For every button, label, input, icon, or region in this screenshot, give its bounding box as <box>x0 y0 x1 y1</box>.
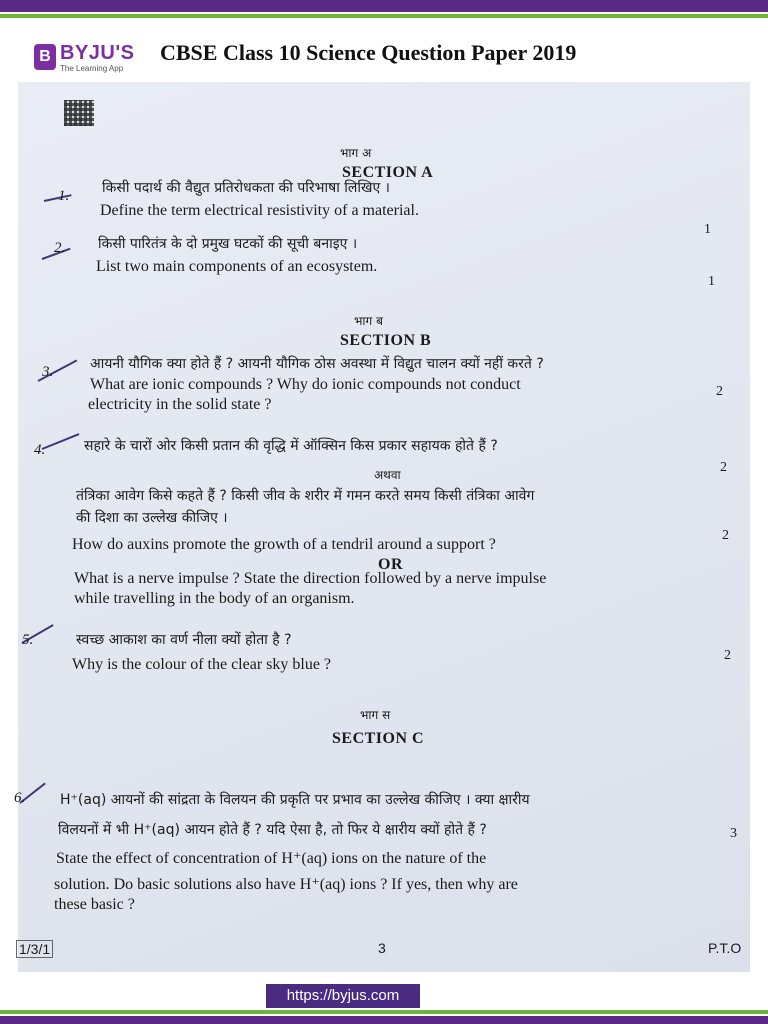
section-a-hindi: भाग अ <box>340 146 372 160</box>
question-number: 3. <box>42 364 54 380</box>
marks: 2 <box>724 648 731 663</box>
question-hindi: विलयनों में भी H⁺(aq) आयन होते हैं ? यदि ऐसा है, तो फिर ये क्षारीय क्यों होते हैं ? <box>58 822 487 838</box>
check-mark <box>42 433 80 450</box>
question-english: electricity in the solid state ? <box>88 396 272 413</box>
question-english: What are ionic compounds ? Why do ionic compounds not conduct <box>90 376 521 393</box>
marks: 2 <box>720 460 727 475</box>
byjus-logo[interactable] <box>34 42 164 76</box>
pto-label: P.T.O <box>708 940 742 956</box>
website-link[interactable]: https://byjus.com <box>266 984 420 1008</box>
or-hindi: अथवा <box>374 468 401 482</box>
page-header <box>0 30 768 78</box>
bottom-brand-bar <box>0 1010 768 1024</box>
section-c-hindi: भाग स <box>360 708 391 722</box>
marks: 1 <box>704 222 711 237</box>
question-english: State the effect of concentration of H⁺(aq) ions on the nature of the <box>56 850 487 867</box>
top-brand-bar <box>0 0 768 22</box>
question-number: 5. <box>22 632 34 648</box>
logo-tagline: The Learning App <box>60 64 124 73</box>
question-number: 2. <box>54 240 66 256</box>
question-hindi: किसी पारितंत्र के दो प्रमुख घटकों की सूची बनाइए । <box>98 236 358 252</box>
section-a-title: SECTION A <box>342 164 434 181</box>
paper-code: 1/3/1 <box>16 940 53 958</box>
marks: 3 <box>730 826 737 841</box>
question-hindi: किसी पदार्थ की वैद्युत प्रतिरोधकता की परिभाषा लिखिए । <box>102 180 390 196</box>
question-hindi: H⁺(aq) आयनों की सांद्रता के विलयन की प्रकृति पर प्रभाव का उल्लेख कीजिए । क्या क्षारीय <box>60 792 530 808</box>
question-paper-photo <box>14 82 750 972</box>
page-title: CBSE Class 10 Science Question Paper 2019 <box>160 40 577 65</box>
question-number: 6. <box>14 790 26 806</box>
question-english: How do auxins promote the growth of a tendril around a support ? <box>72 536 496 553</box>
question-hindi: सहारे के चारों ओर किसी प्रतान की वृद्धि में ऑक्सिन किस प्रकार सहायक होते हैं ? <box>84 438 498 454</box>
section-b-hindi: भाग ब <box>354 314 383 328</box>
marks: 2 <box>722 528 729 543</box>
qr-code-icon <box>64 100 94 126</box>
question-number: 1. <box>58 188 70 204</box>
question-english: Why is the colour of the clear sky blue ? <box>72 656 332 673</box>
question-hindi: की दिशा का उल्लेख कीजिए । <box>76 510 228 526</box>
question-hindi: स्वच्छ आकाश का वर्ण नीला क्यों होता है ? <box>76 632 292 648</box>
question-english: Define the term electrical resistivity of a material. <box>100 202 419 219</box>
question-english: these basic ? <box>54 896 135 913</box>
question-hindi: तंत्रिका आवेग किसे कहते हैं ? किसी जीव के शरीर में गमन करते समय किसी तंत्रिका आवेग <box>76 488 535 504</box>
marks: 1 <box>708 274 715 289</box>
question-english: What is a nerve impulse ? State the direction followed by a nerve impulse <box>74 570 547 587</box>
question-english: solution. Do basic solutions also have H⁺(aq) ions ? If yes, then why are <box>54 876 518 893</box>
section-c-title: SECTION C <box>332 730 425 747</box>
page-number: 3 <box>378 940 386 956</box>
section-b-title: SECTION B <box>340 332 432 349</box>
question-number: 4. <box>34 442 46 458</box>
question-english: List two main components of an ecosystem. <box>96 258 378 275</box>
logo-name: BYJU'S <box>60 42 135 64</box>
question-hindi: आयनी यौगिक क्या होते हैं ? आयनी यौगिक ठोस अवस्था में विद्युत चालन क्यों नहीं करते ? <box>90 356 544 372</box>
marks: 2 <box>716 384 723 399</box>
question-english: while travelling in the body of an organism. <box>74 590 355 607</box>
logo-mark-icon: B <box>34 44 56 70</box>
or-english: OR <box>378 556 403 573</box>
